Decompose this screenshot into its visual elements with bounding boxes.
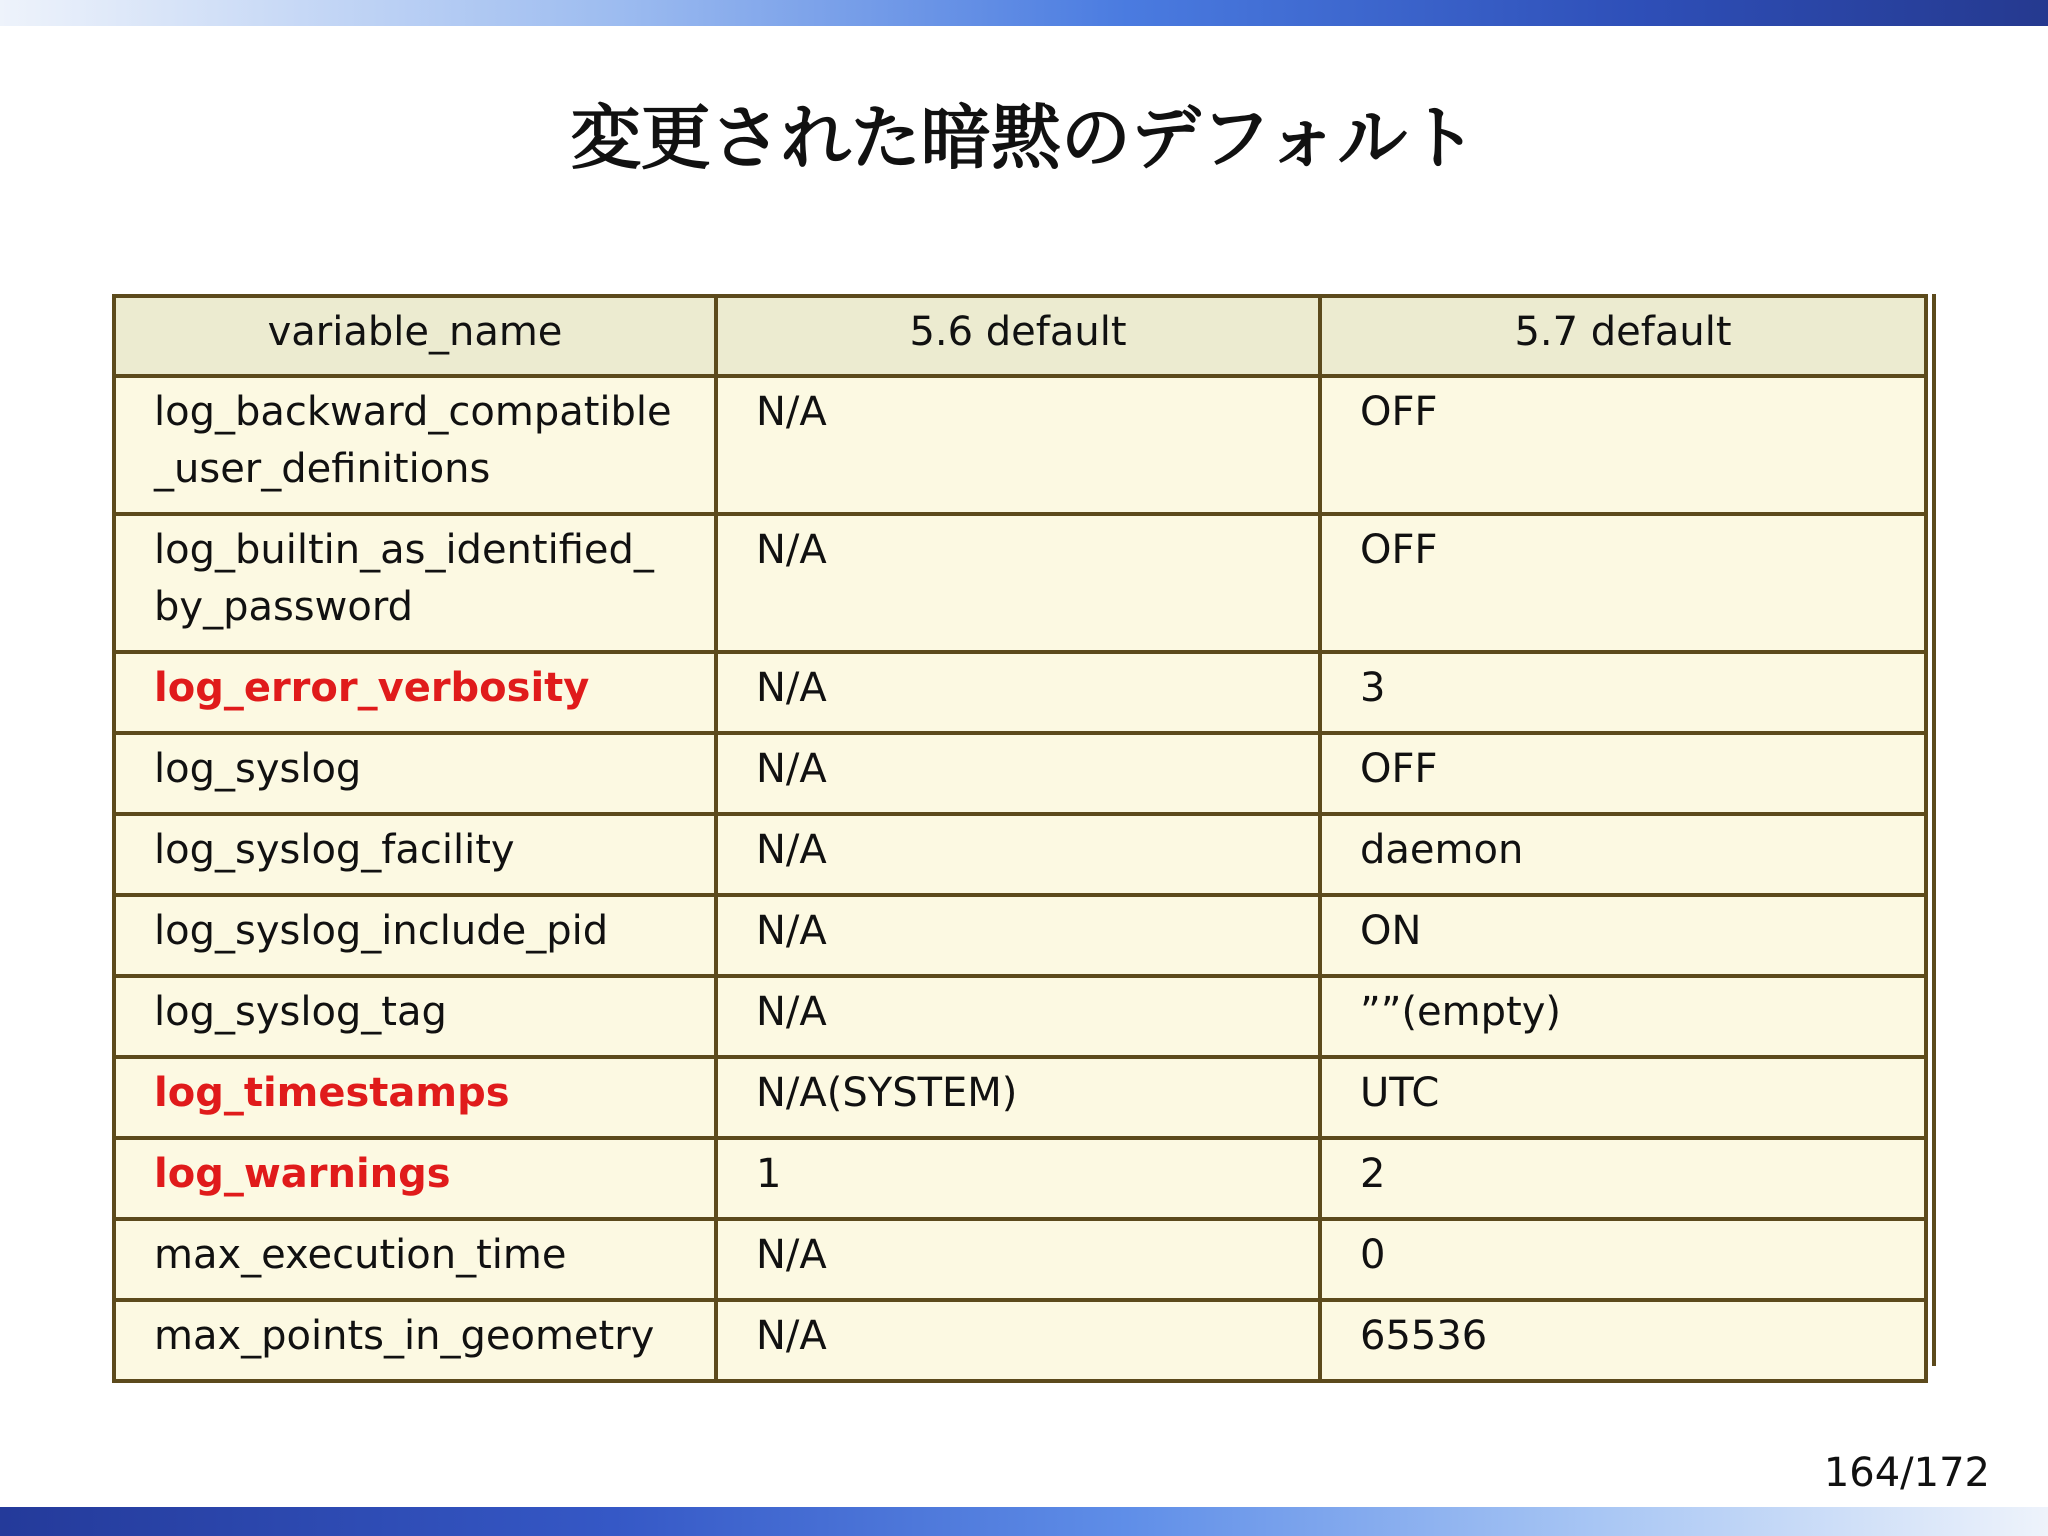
default-56-cell: N/A (716, 652, 1320, 733)
top-gradient-bar (0, 0, 2048, 26)
defaults-table-container (112, 294, 1936, 1366)
variable-name-cell: max_execution_time (114, 1219, 716, 1300)
variable-name-cell-highlighted: log_warnings (114, 1138, 716, 1219)
table-row (114, 814, 1926, 895)
default-56-cell: 1 (716, 1138, 1320, 1219)
table-row (114, 895, 1926, 976)
default-57-cell: 65536 (1320, 1300, 1926, 1381)
table-row (114, 376, 1926, 514)
default-57-cell: 0 (1320, 1219, 1926, 1300)
variable-name-cell: log_syslog_facility (114, 814, 716, 895)
default-56-cell: N/A (716, 814, 1320, 895)
default-57-cell: OFF (1320, 733, 1926, 814)
table-header-row (114, 296, 1926, 376)
variable-name-cell: max_points_in_geometry (114, 1300, 716, 1381)
page-number: 164/172 (1823, 1450, 1990, 1496)
default-57-cell: ””(empty) (1320, 976, 1926, 1057)
defaults-table (112, 294, 1928, 1383)
default-56-cell: N/A (716, 1219, 1320, 1300)
default-57-cell: daemon (1320, 814, 1926, 895)
default-56-cell: N/A(SYSTEM) (716, 1057, 1320, 1138)
default-56-cell: N/A (716, 1300, 1320, 1381)
slide-title: 変更された暗黙のデフォルト (570, 97, 1478, 179)
table-row (114, 514, 1926, 652)
variable-name-cell: log_syslog (114, 733, 716, 814)
variable-name-cell-highlighted: log_timestamps (114, 1057, 716, 1138)
table-row (114, 976, 1926, 1057)
variable-name-cell: log_backward_compatible_user_definitions (114, 376, 716, 514)
default-57-cell: 2 (1320, 1138, 1926, 1219)
bottom-gradient-bar (0, 1507, 2048, 1536)
header-variable-name: variable_name (114, 296, 716, 376)
default-57-cell: UTC (1320, 1057, 1926, 1138)
default-57-cell: ON (1320, 895, 1926, 976)
variable-name-cell: log_builtin_as_identified_by_password (114, 514, 716, 652)
default-57-cell: OFF (1320, 376, 1926, 514)
default-56-cell: N/A (716, 376, 1320, 514)
header-56-default: 5.6 default (716, 296, 1320, 376)
variable-name-cell-highlighted: log_error_verbosity (114, 652, 716, 733)
default-57-cell: 3 (1320, 652, 1926, 733)
default-56-cell: N/A (716, 733, 1320, 814)
variable-name-cell: log_syslog_include_pid (114, 895, 716, 976)
table-row (114, 652, 1926, 733)
table-row (114, 1057, 1926, 1138)
default-57-cell: OFF (1320, 514, 1926, 652)
table-row (114, 1300, 1926, 1381)
table-row (114, 733, 1926, 814)
default-56-cell: N/A (716, 895, 1320, 976)
table-row (114, 1219, 1926, 1300)
variable-name-cell: log_syslog_tag (114, 976, 716, 1057)
default-56-cell: N/A (716, 514, 1320, 652)
table-row (114, 1138, 1926, 1219)
header-57-default: 5.7 default (1320, 296, 1926, 376)
default-56-cell: N/A (716, 976, 1320, 1057)
